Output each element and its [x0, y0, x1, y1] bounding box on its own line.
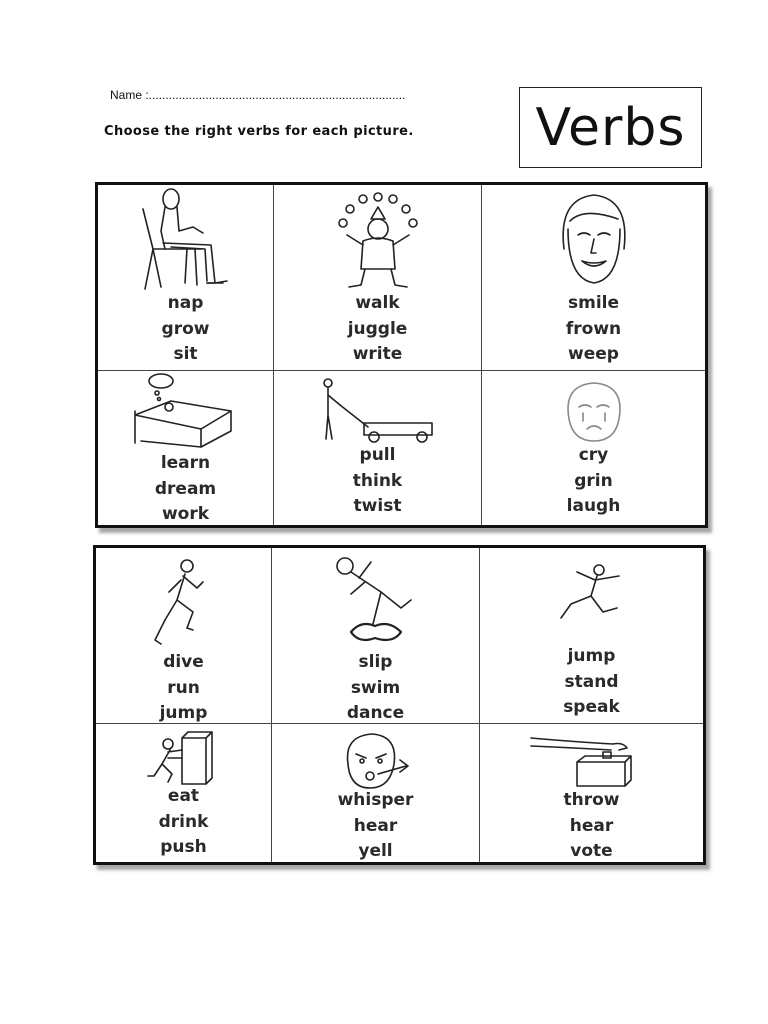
sitting-person-icon	[131, 187, 241, 291]
word-option[interactable]: slip	[358, 652, 393, 672]
word-option[interactable]: juggle	[347, 318, 408, 339]
word-option[interactable]: swim	[350, 677, 401, 698]
crying-face-icon	[559, 379, 629, 445]
word-option[interactable]: run	[167, 677, 200, 698]
word-option[interactable]: speak	[563, 697, 620, 717]
jumping-person-icon	[547, 560, 637, 630]
word-choices	[480, 644, 703, 721]
word-option[interactable]: whisper	[337, 790, 414, 810]
word-option[interactable]: push	[160, 837, 207, 857]
word-choices	[480, 788, 703, 865]
picture-cell	[480, 724, 703, 862]
name-field[interactable]: Name :.............................................................................	[110, 88, 406, 102]
word-option[interactable]: jump	[159, 703, 208, 723]
slipping-person-icon	[331, 554, 421, 646]
word-choices	[272, 788, 479, 865]
word-option[interactable]: throw	[563, 790, 620, 810]
word-option[interactable]: write	[352, 344, 403, 364]
word-choices	[96, 650, 271, 727]
word-option[interactable]: weep	[568, 344, 619, 364]
word-option[interactable]: work	[161, 504, 210, 524]
word-option[interactable]: grow	[161, 318, 210, 339]
word-choices	[98, 451, 273, 528]
word-option[interactable]: twist	[353, 496, 402, 516]
running-man-icon	[149, 556, 219, 648]
word-option[interactable]: drink	[158, 811, 209, 832]
shouting-face-icon	[338, 730, 414, 792]
picture-cell	[98, 371, 274, 525]
word-choices	[482, 291, 705, 368]
dreaming-in-bed-icon	[131, 371, 241, 455]
word-choices	[274, 291, 481, 368]
word-option[interactable]: dream	[154, 478, 217, 499]
picture-cell	[480, 548, 703, 724]
picture-cell	[96, 548, 272, 724]
title-box	[519, 87, 702, 168]
word-option[interactable]: eat	[167, 786, 200, 806]
picture-cell	[96, 724, 272, 862]
picture-cell	[274, 185, 482, 371]
picture-cell	[274, 371, 482, 525]
word-choices	[96, 784, 271, 861]
word-option[interactable]: yell	[358, 841, 393, 861]
picture-cell	[482, 185, 705, 371]
word-choices	[274, 443, 481, 520]
word-choices	[272, 650, 479, 727]
hand-pressing-button-icon	[527, 728, 657, 788]
word-option[interactable]: frown	[565, 318, 622, 339]
word-option[interactable]: hear	[353, 815, 398, 836]
page-title: Verbs	[535, 97, 686, 158]
word-option[interactable]: hear	[569, 815, 614, 836]
word-option[interactable]: stand	[564, 671, 619, 692]
picture-cell	[482, 371, 705, 525]
verb-panel-2	[93, 545, 706, 865]
word-option[interactable]: pull	[359, 445, 396, 465]
word-option[interactable]: smile	[567, 293, 620, 313]
word-option[interactable]: laugh	[566, 496, 621, 516]
word-option[interactable]: nap	[167, 293, 204, 313]
word-option[interactable]: jump	[567, 646, 616, 666]
pushing-box-icon	[144, 730, 224, 786]
word-option[interactable]: walk	[355, 293, 400, 313]
word-option[interactable]: vote	[570, 841, 613, 861]
word-choices	[98, 291, 273, 368]
word-option[interactable]: dive	[163, 652, 204, 672]
picture-cell	[272, 548, 480, 724]
instruction-text: Choose the right verbs for each picture.	[104, 124, 414, 139]
word-option[interactable]: think	[352, 470, 403, 491]
pulling-wagon-icon	[318, 375, 438, 445]
juggling-clown-icon	[333, 189, 423, 291]
word-option[interactable]: cry	[578, 445, 609, 465]
word-choices	[482, 443, 705, 520]
word-option[interactable]: sit	[173, 344, 198, 364]
word-option[interactable]: grin	[574, 470, 613, 491]
verb-panel-1	[95, 182, 708, 528]
word-option[interactable]: learn	[160, 453, 211, 473]
word-option[interactable]: dance	[346, 703, 405, 723]
picture-cell	[98, 185, 274, 371]
smiling-face-icon	[554, 189, 634, 289]
picture-cell	[272, 724, 480, 862]
